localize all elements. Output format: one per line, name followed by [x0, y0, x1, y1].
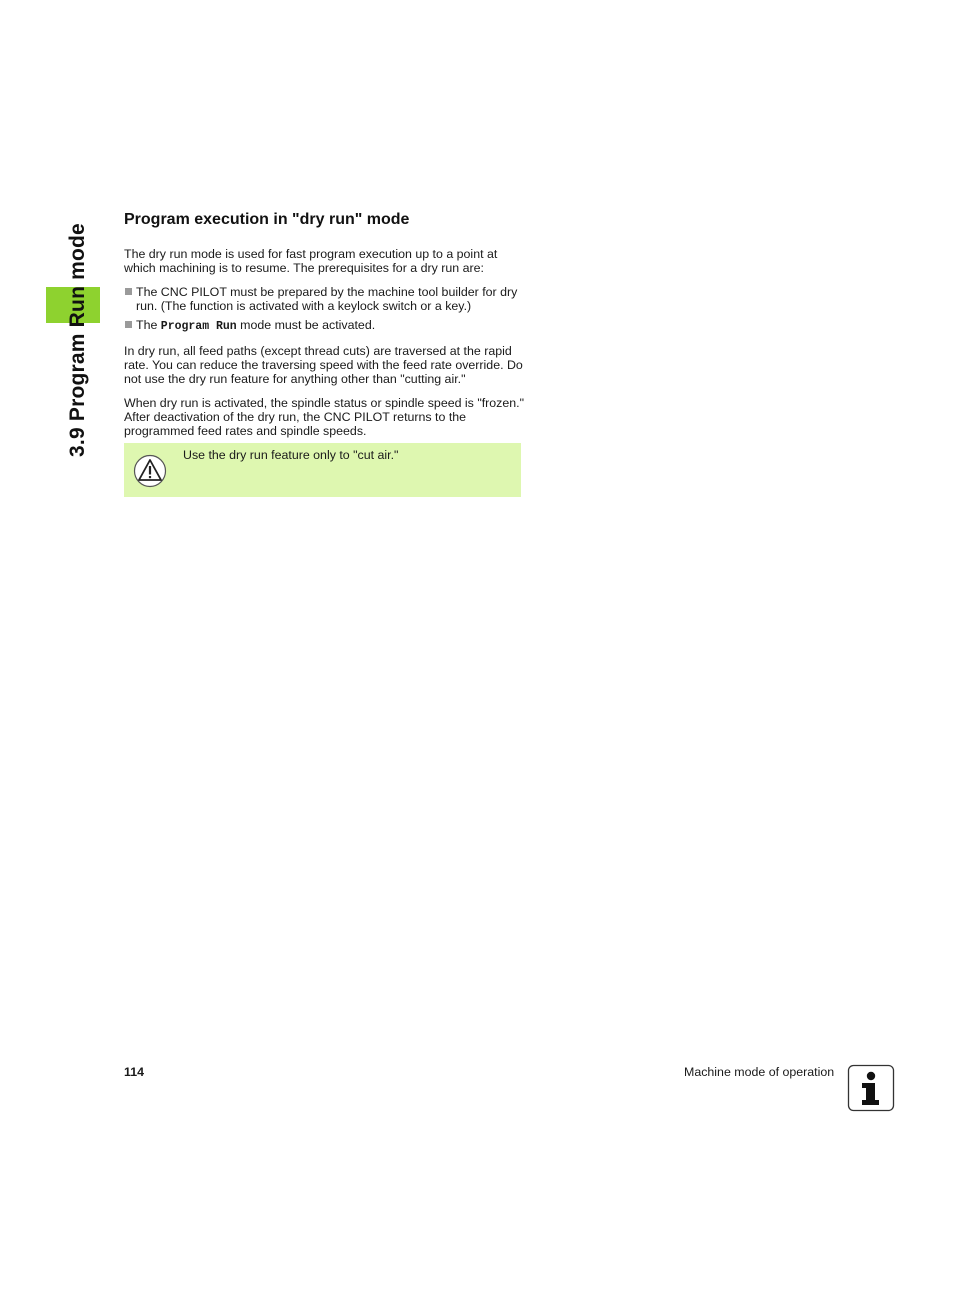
square-bullet-icon: [125, 288, 132, 295]
spindle-paragraph: When dry run is activated, the spindle status or spindle speed is "frozen." After deactivation of the dry run, the CNC PILOT returns to the programmed feed rates and spindle speeds.: [124, 396, 524, 438]
dry-run-paragraph: In dry run, all feed paths (except thread cuts) are traversed at the rapid rate. You can reduce the traversing speed with the feed rate override. Do not use the dry run feature for anything other than "cutting air.": [124, 344, 523, 386]
info-icon: [847, 1064, 895, 1112]
list-item-prefix: The: [136, 318, 161, 332]
intro-paragraph: The dry run mode is used for fast program execution up to a point at which machining is to resume. The prerequisites for a dry run are:: [124, 247, 498, 275]
square-bullet-icon: [125, 321, 132, 328]
section-content: [124, 210, 524, 448]
list-item-text: The CNC PILOT must be prepared by the machine tool builder for dry run. (The function is activated with a keylock switch or a key.): [136, 285, 518, 313]
list-item: [124, 285, 524, 313]
footer-chapter-title: Machine mode of operation: [684, 1065, 835, 1079]
mode-name-code: Program Run: [160, 320, 237, 333]
prerequisite-list: [124, 285, 524, 334]
warning-note-text: Use the dry run feature only to "cut air.": [183, 448, 399, 462]
section-heading: Program execution in "dry run" mode: [124, 211, 410, 228]
chapter-side-title: 3.9 Program Run mode: [66, 223, 89, 457]
page-number: 114: [124, 1065, 144, 1079]
list-item: [124, 318, 524, 334]
warning-note: [124, 443, 521, 497]
warning-icon: [133, 454, 167, 488]
list-item-suffix: mode must be activated.: [236, 318, 376, 332]
